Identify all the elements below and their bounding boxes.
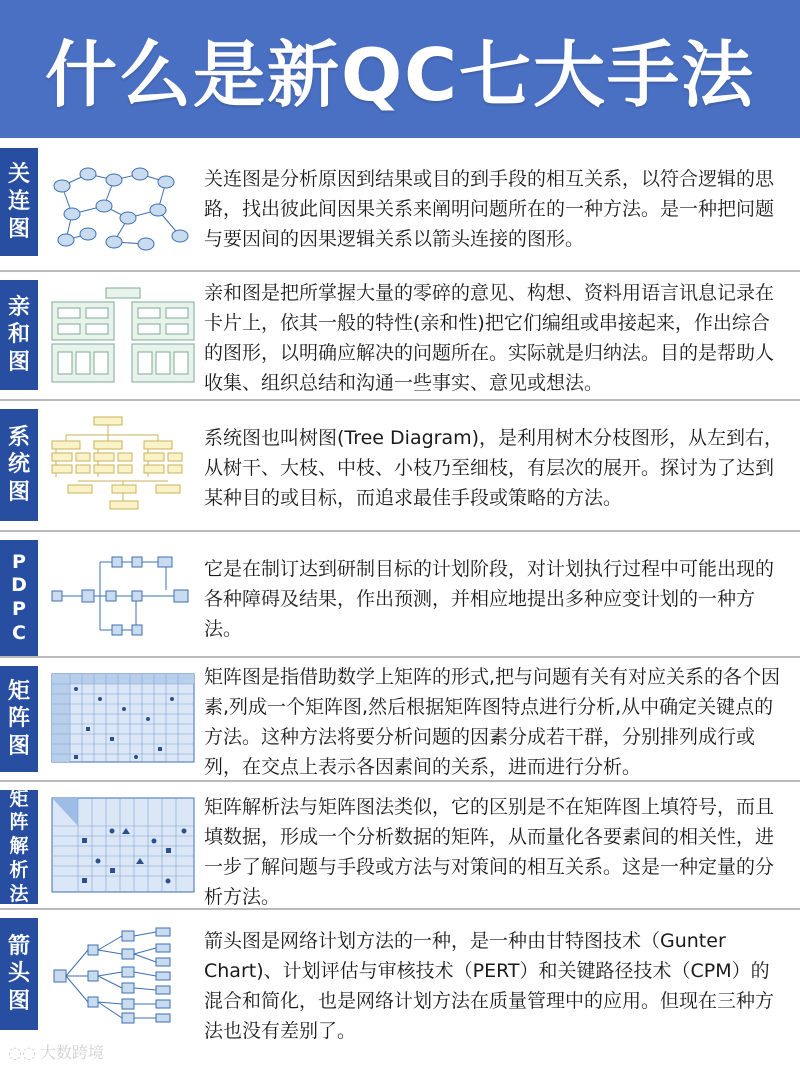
section-label: 系 统 图 [0, 409, 38, 521]
section-description: 它是在制订达到研制目标的计划阶段，对计划执行过程中可能出现的各种障碍及结果，作出预测，并相应地提出多种应变计划的一种方法。 [204, 558, 775, 640]
section-label: 亲 和 图 [0, 280, 38, 390]
section-pdpc [0, 532, 800, 654]
section-matrix-diagram [0, 658, 800, 778]
section-tree-diagram [0, 401, 800, 529]
section-description: 矩阵图是指借助数学上矩阵的形式,把与问题有关有对应关系的各个因素,列成一个矩阵图,然后根据矩阵图特点进行分析,从中确定关键点的方法。这种方法将要分析问题的因素分成若干群，分别排列成行或列，在交点上表示各因素间的关系，进而进行分析。 [204, 666, 781, 778]
relation-diagram-icon [48, 162, 198, 254]
section-label: 矩 阵 解 析 法 [0, 790, 38, 904]
section-relation-diagram [0, 140, 800, 268]
section-arrow-diagram [0, 910, 800, 1042]
section-description: 亲和图是把所掌握大量的零碎的意见、构想、资料用语言讯息记录在卡片上，依其一般的特性(亲和性)把它们编组或串接起来，作出综合的图形，以明确应解决的问题所在。实际就是归纳法。目的是帮助人收集、组织总结和沟通一些事实、意见或想法。 [204, 282, 775, 394]
section-label: P D P C [0, 540, 38, 656]
section-description: 系统图也叫树图(Tree Diagram)，是利用树木分枝图形，从左到右，从树干、大枝、中枝、小枝乃至细枝，有层次的展开。探讨为了达到某种目的或目标，而追求最佳手段或策略的方法。 [204, 427, 784, 509]
section-label: 箭 头 图 [0, 918, 38, 1030]
section-description: 箭头图是网络计划方法的一种，是一种由甘特图技术（Gunter Chart)、计划评估与审核技术（PERT）和关键路径技术（CPM）的混合和简化，也是网络计划方法在质量管理中的应用。但现在三种方法也没有差别了。 [204, 930, 775, 1042]
section-description: 矩阵解析法与矩阵图法类似，它的区别是不在矩阵图上填符号，而且填数据，形成一个分析数据的矩阵，从而量化各要素间的相关性，进一步了解问题与手段或方法与对策间的相互关系。这是一种定量的分析方法。 [204, 796, 775, 908]
title-banner [0, 0, 800, 138]
page-title: 什么是新QC七大手法 [44, 33, 756, 117]
watermark-logo-icon: ◌◌ [8, 1043, 36, 1062]
affinity-diagram-icon [48, 286, 198, 386]
section-label: 矩 阵 图 [0, 666, 38, 772]
section-affinity-diagram [0, 272, 800, 398]
matrix-analysis-icon [48, 796, 198, 896]
section-label: 关 连 图 [0, 148, 38, 256]
pdpc-diagram-icon [48, 550, 198, 644]
arrow-diagram-icon [48, 924, 198, 1028]
watermark: ◌◌ 大数跨境 [8, 1043, 104, 1062]
section-matrix-analysis [0, 782, 800, 906]
matrix-diagram-icon [48, 672, 198, 766]
tree-diagram-icon [48, 415, 198, 513]
section-description: 关连图是分析原因到结果或目的到手段的相互关系，以符合逻辑的思路，找出彼此间因果关系来阐明问题所在的一种方法。是一种把问题与要因间的因果逻辑关系以箭头连接的图形。 [204, 168, 775, 250]
